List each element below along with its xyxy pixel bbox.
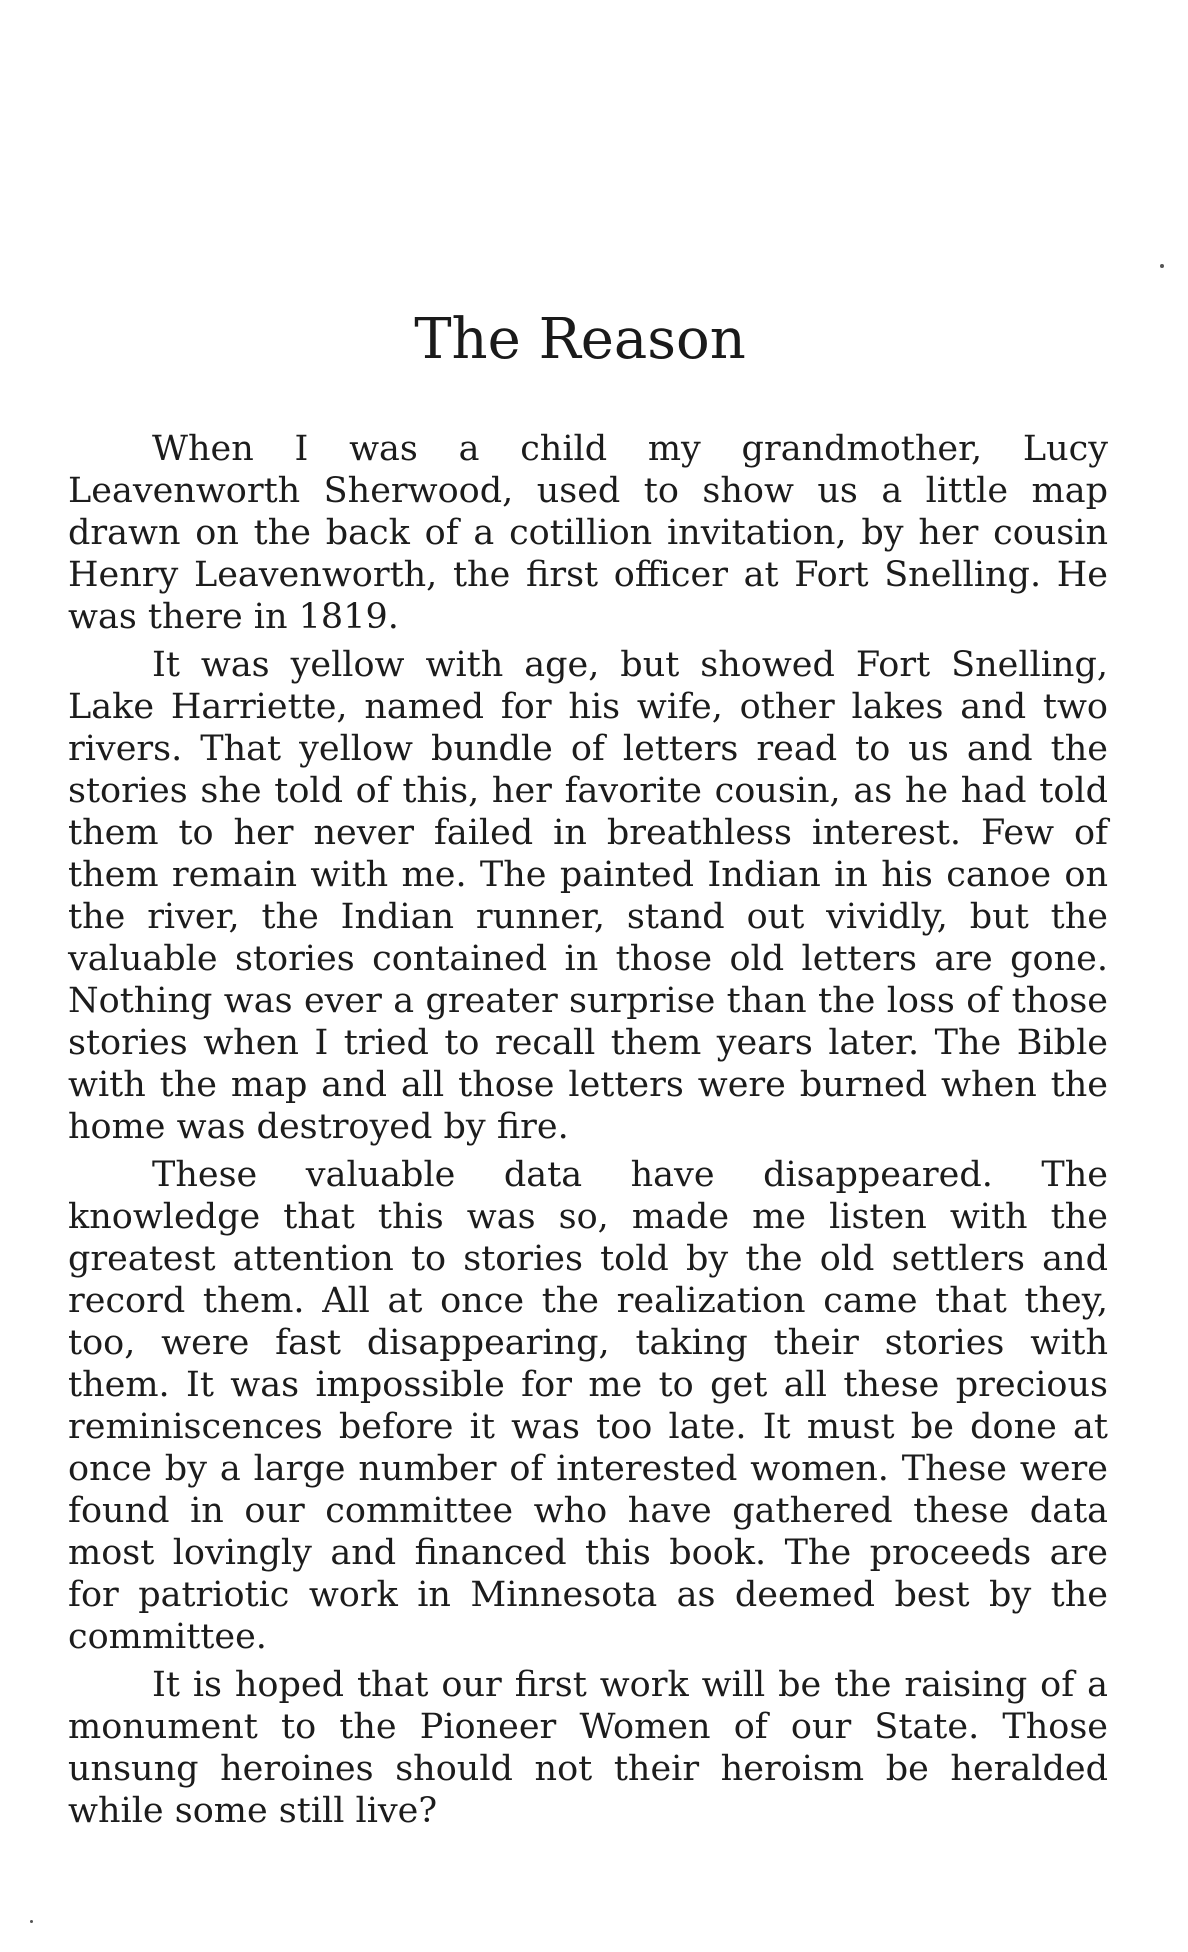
scan-speck xyxy=(1160,264,1164,268)
paragraph: When I was a child my grandmother, Lucy Leavenworth Sherwood, used to show us a little map drawn on the back of a cotillion invitation, by her cousin Henry Leavenworth, the first officer at Fort Snelling. He was there in 1819. xyxy=(68,429,1108,637)
body-text xyxy=(68,428,1108,1838)
page-title: The Reason xyxy=(414,307,746,372)
paragraph: These valuable data have disappeared. The knowledge that this was so, made me listen with the greatest attention to stories told by the old settlers and record them. All at once the realization came that they, too, were fast disappearing, taking their stories with them. It was impossible for me to get all these precious reminiscences before it was too late. It must be done at once by a large number of interested women. These were found in our committee who have gathered these data most lovingly and financed this book. The proceeds are for patriotic work in Minnesota as deemed best by the committee. xyxy=(68,1155,1108,1657)
scan-speck xyxy=(30,1920,33,1923)
paragraph: It was yellow with age, but showed Fort Snelling, Lake Harriette, named for his wife, other lakes and two rivers. That yellow bundle of letters read to us and the stories she told of this, her favorite cousin, as he had told them to her never failed in breathless interest. Few of them remain with me. The painted Indian in his canoe on the river, the Indian runner, stand out vividly, but the valuable stories contained in those old letters are gone. Nothing was ever a greater surprise than the loss of those stories when I tried to recall them years later. The Bible with the map and all those letters were burned when the home was destroyed by fire. xyxy=(68,645,1108,1147)
paragraph: It is hoped that our first work will be the raising of a monument to the Pioneer Women of our State. Those unsung heroines should not their heroism be heralded while some still live? xyxy=(68,1665,1108,1831)
